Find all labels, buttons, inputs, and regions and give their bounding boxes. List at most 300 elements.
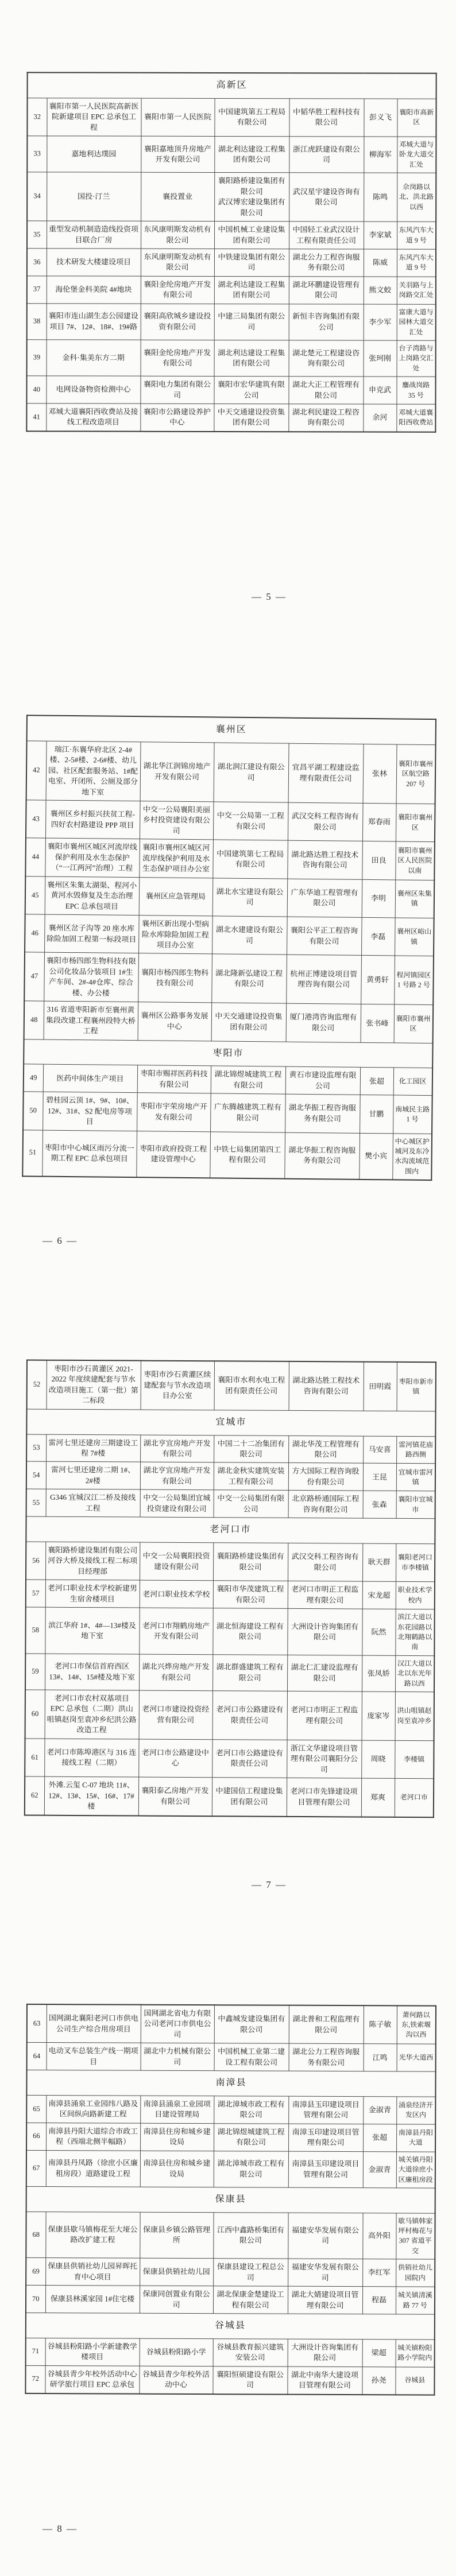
cell-owner: 中交一公局襄阳投资建设有限公司: [140, 1542, 213, 1581]
cell-supervisor: 湖北普和工程监理有限公司: [289, 2005, 364, 2044]
cell-project: 老河口市农村双基项目 EPC 总承包（二期）洪山咀镇赵岗至袁冲乡纪洪公路改造工程: [45, 1690, 139, 1739]
table-row: [24, 1064, 432, 1096]
cell-builder: 老河口市公路建设有限责任公司: [212, 1739, 287, 1778]
table-row: [26, 2286, 435, 2315]
cell-supervisor: 武汉星宇建设咨询有限公司: [289, 173, 364, 222]
cell-owner: 襄阳高欣城乡建设投资有限公司: [141, 304, 214, 340]
cell-no: 35: [27, 221, 47, 249]
table-row: [25, 1739, 434, 1779]
cell-project: 南漳县丹阳大道综合市政工程（西端北侧半幅路）: [46, 2123, 140, 2151]
cell-owner: 襄阳市襄州区城区河流岸线保护利用及水生态保护项目办公室: [139, 839, 213, 878]
cell-owner: 谷城县青少年校外活动中心: [139, 2366, 212, 2394]
cell-contact: 金淑青: [363, 2151, 396, 2187]
cell-no: 45: [25, 876, 45, 914]
cell-contact: 张超: [360, 1068, 393, 1095]
cell-owner: 枣阳市沙石黄灌区续建配套与节水改造项目办公室: [141, 1361, 214, 1410]
cell-owner: 国网湖北省电力有限公司老河口市供电公司: [141, 2005, 214, 2043]
cell-supervisor: 福建安华发展有限公司: [288, 2213, 362, 2259]
cell-project: 嘉地利达璞园: [47, 136, 141, 173]
table-row: [26, 1542, 435, 1582]
cell-contact: 李磊: [361, 917, 395, 956]
cell-location: 涌泉经济开发区内: [396, 2097, 435, 2124]
cell-owner: 湖北亨宜房地产开发有限公司: [140, 1462, 214, 1490]
table-row: [25, 1607, 434, 1655]
cell-supervisor: 中国轻工业武汉设计工程有限责任公司: [289, 222, 364, 249]
cell-no: 60: [25, 1690, 45, 1739]
cell-builder: 湖北保康金楚建设工程有限公司: [213, 2286, 288, 2314]
region-section-header: 南漳县: [26, 2070, 435, 2097]
cell-supervisor: 湖北华茂工程管理有限公司: [288, 1436, 363, 1464]
cell-contact: 程磊: [362, 2287, 396, 2314]
cell-owner: 襄州区公路事务发展中心: [138, 1002, 212, 1041]
cell-builder: 中国机械工业第二建设工程有限公司: [214, 2043, 289, 2071]
cell-no: 57: [26, 1580, 45, 1607]
cell-location: 李楼镇: [395, 1740, 434, 1779]
cell-supervisor: 武汉交科工程咨询有限公司: [288, 1543, 362, 1581]
cell-supervisor: 襄阳公平正工程咨询有限公司: [287, 917, 362, 956]
table-row: [26, 2258, 435, 2287]
region-section-header: 老河口市: [26, 1516, 435, 1543]
region-section-row: [27, 715, 436, 744]
cell-no: 38: [27, 304, 47, 340]
cell-builder: 中交一公局集团有限公司: [214, 1490, 288, 1518]
cell-supervisor: 南漳县玉印建设项目管理有限公司: [288, 2151, 363, 2188]
cell-location: 东风汽车大道 9 号: [397, 249, 436, 277]
table-row: [27, 2043, 436, 2072]
cell-contact: 陈子敏: [364, 2005, 397, 2044]
cell-owner: 襄阳金纶房地产开发有限公司: [141, 276, 214, 304]
cell-builder: 湖北恒海建设工程有限公司: [212, 1608, 287, 1655]
cell-supervisor: 方大国际工程咨询股份有限公司: [288, 1463, 363, 1491]
cell-supervisor: 老河口市明正工程监理有限公司: [287, 1691, 362, 1740]
cell-location: 汉江大道以北以东光年路以西: [395, 1655, 434, 1692]
table-body: [25, 1360, 436, 1817]
cell-owner: 老河口市翔鹤房地产开发有限公司: [139, 1608, 212, 1654]
cell-supervisor: 福建安华发展有限公司: [288, 2259, 362, 2286]
table-row: [26, 404, 435, 432]
region-section-row: [24, 1039, 432, 1068]
projects-table-page-5: [26, 72, 436, 432]
table-row: [26, 1434, 435, 1464]
cell-project: 电网设备物资检测中心: [46, 376, 140, 404]
table-body: [25, 2004, 436, 2395]
cell-no: 50: [23, 1092, 43, 1130]
table-row: [26, 740, 436, 804]
cell-builder: 湖北漳城市政工程有限公司: [214, 2096, 288, 2124]
cell-owner: 襄阳泰乙房地产开发有限公司: [138, 1777, 212, 1816]
cell-owner: 南漳县住房和城乡建设局: [140, 2151, 214, 2187]
cell-owner: 襄阳金纶房地产开发有限公司: [141, 340, 214, 376]
cell-location: 歇马镇韩家坪村梅花与 307 省道平交: [396, 2213, 435, 2260]
cell-no: 52: [27, 1360, 47, 1409]
cell-supervisor: 浙江文华建设项目管理有限公司襄阳分公司: [287, 1740, 361, 1778]
table-row: [25, 876, 435, 918]
table-row: [25, 2365, 434, 2395]
cell-no: 32: [27, 98, 47, 135]
cell-supervisor: 浙江虎跃建设有限公司: [289, 137, 364, 173]
cell-project: G346 宜城汉江二桥及接线工程: [46, 1489, 140, 1518]
cell-no: 66: [26, 2123, 46, 2150]
cell-no: 68: [26, 2212, 45, 2258]
cell-builder: 襄阳市宏华建筑有限公司: [214, 377, 288, 404]
cell-supervisor: 湖北大正工程管理有限公司: [288, 377, 363, 404]
cell-project: 保康县林溪家园 1#住宅楼: [45, 2286, 140, 2314]
table-row: [26, 2095, 435, 2124]
cell-builder: 中建国信工程建设集团有限公司: [212, 1778, 287, 1817]
table-row: [27, 304, 436, 341]
cell-owner: 襄投置业: [141, 172, 214, 221]
table-row: [25, 838, 435, 880]
cell-supervisor: 大洲设计咨询集团有限公司: [287, 1609, 362, 1655]
cell-project: 金科·集美东方二期: [47, 340, 141, 377]
region-section-header: 宜城市: [26, 1409, 435, 1436]
region-section-row: [26, 1409, 435, 1436]
cell-owner: 湖北华江润锦房地产开发有限公司: [140, 742, 214, 801]
cell-project: 老河口市保信首府西区 13#、14#、15#楼及地下室: [45, 1654, 139, 1690]
cell-builder: 湖北锦煜城建筑工程有限公司: [214, 2124, 288, 2151]
cell-project: 襄阳路桥建设集团有限公司河谷大桥及接线工程二标项目经理部: [45, 1542, 140, 1580]
table-row: [26, 2338, 435, 2367]
cell-builder: 中国机械工业建设集团有限公司: [214, 221, 289, 249]
cell-builder: 中建三局集团有限公司: [214, 304, 289, 340]
cell-project: 襄州区岔子沟等 20 座水库除险加固工程第一标段项目: [44, 914, 139, 953]
cell-contact: 黄勇轩: [361, 956, 395, 1004]
cell-location: 襄阳市襄州区: [394, 1004, 434, 1043]
cell-supervisor: 厦门港湾咨询监理有限公司: [286, 1003, 361, 1042]
cell-location: 城关镇丹阳大道徐庶小区廉租房段: [396, 2152, 435, 2188]
cell-owner: 襄阳市第一人民医院: [141, 98, 214, 137]
region-section-row: [26, 2186, 435, 2213]
cell-project: 海伦堡金科美院 4#地块: [47, 276, 141, 304]
table-row: [27, 249, 436, 277]
cell-supervisor: 南漳县玉印建设项目管理有限公司: [288, 2096, 363, 2124]
cell-builder: 湖北利达建设工程集团有限公司: [214, 276, 289, 304]
cell-no: 67: [26, 2150, 46, 2186]
cell-project: 国网湖北襄阳老河口市供电公司生产综合用房项目: [47, 2004, 141, 2043]
cell-location: 老河口市: [395, 1779, 434, 1817]
cell-builder: 湖北金秋实建筑安装工程有限公司: [214, 1462, 288, 1491]
cell-no: 42: [26, 740, 47, 800]
page-5: [0, 0, 456, 644]
cell-no: 61: [25, 1739, 44, 1777]
cell-contact: 柳海军: [364, 137, 397, 173]
cell-contact: 郑爽: [361, 1778, 395, 1817]
region-section-header: 保康县: [26, 2186, 435, 2213]
cell-project: 南漳县丹凤路（徐庶小区廉租房段）道路建设工程: [46, 2150, 140, 2187]
cell-owner: 中交一公局襄阳美丽乡村投资建设有限公司: [140, 801, 214, 840]
cell-no: 43: [26, 800, 46, 839]
cell-location: 东风汽车大道 9 号: [397, 222, 436, 249]
cell-contact: 李少军: [364, 304, 397, 340]
cell-no: 58: [25, 1607, 45, 1654]
cell-project: 襄州区朱集太湖渠、程河小黄河水毁修复及生态治理 EPC 总承包项目: [45, 876, 140, 915]
region-section-header: 谷城县: [26, 2313, 435, 2339]
cell-supervisor: 湖北楚元工程建设咨询有限公司: [289, 340, 364, 377]
cell-location: 襄阳市襄州区航空路 207 号: [396, 744, 436, 804]
table-body: [26, 72, 436, 432]
region-section-row: [26, 2070, 435, 2097]
cell-location: 宜城市雷河镇: [396, 1464, 435, 1491]
cell-project: 襄阳市连山湖生态公园建设项目 7#、12#、18#、19#路: [47, 304, 141, 340]
cell-contact: 宋龙超: [362, 1581, 396, 1609]
cell-no: 65: [26, 2095, 46, 2123]
cell-owner: 东风康明斯发动机有限公司: [141, 249, 214, 276]
cell-location: 襄阳市襄州区: [396, 804, 435, 842]
cell-owner: 老河口职业技术学校: [140, 1580, 213, 1608]
table-row: [23, 1092, 432, 1134]
table-row: [27, 1360, 436, 1411]
cell-contact: 张珂刚: [364, 340, 397, 377]
cell-project: 保康县供销社幼儿园昇晖托育中心项目: [45, 2258, 140, 2286]
cell-supervisor: 南漳玉印建设项目管理有限公司: [288, 2124, 363, 2151]
cell-owner: 东风康明斯发动机有限公司: [141, 221, 214, 249]
cell-builder: 谷城县教育振兴建筑安装公司: [213, 2338, 288, 2366]
table-row: [22, 1130, 432, 1180]
cell-contact: 阮然: [362, 1609, 395, 1655]
table-row: [26, 1580, 435, 1609]
cell-project: 技术研发大楼建设项目: [47, 249, 141, 276]
cell-supervisor: 杭州正博建设项目管理咨询有限公司: [286, 955, 361, 1004]
cell-contact: 庞家岑: [362, 1692, 395, 1740]
cell-owner: 中交一公局集团宜城投资建设有限公司: [140, 1489, 214, 1518]
cell-builder: 襄阳恒硕建设有限公司: [212, 2366, 287, 2394]
cell-owner: 保康县供销社幼儿园: [140, 2258, 213, 2286]
cell-supervisor: 湖北路达胜工程技术咨询有限公司: [287, 840, 362, 879]
cell-owner: 襄阳市杨四郎生物科技有限公司: [138, 953, 212, 1003]
table-row: [26, 2150, 435, 2188]
cell-builder: 中铁七局集团第四工程有限公司: [210, 1131, 285, 1178]
cell-contact: 田明霞: [364, 1362, 397, 1411]
cell-builder: 中国建筑第五工程局有限公司: [214, 98, 289, 137]
cell-location: 台子湾路与上岗路交汇处: [397, 340, 436, 377]
cell-project: 襄阳市襄州区城区河流岸线保护利用及水生态保护（“一江两河”治理）工程: [45, 838, 140, 877]
cell-location: 滨江大道以东花园路以北翔鹤路以南: [395, 1609, 434, 1656]
cell-contact: 张书峰: [361, 1004, 395, 1043]
cell-no: 59: [25, 1654, 45, 1690]
cell-supervisor: 湖北利民建设工程咨询有限公司: [288, 404, 363, 432]
cell-project: 电动叉车总装生产线一期项目: [47, 2043, 141, 2071]
page-7: [0, 1288, 456, 1932]
cell-builder: 湖北水宝建设有限公司: [212, 878, 288, 917]
cell-builder: 湖北润江建设有限公司: [214, 743, 289, 803]
cell-builder: 湖北漳城市政工程有限公司: [214, 2151, 288, 2187]
cell-no: 34: [27, 172, 47, 221]
cell-project: 邓城大道襄阳西收费站及接线工程改造项目: [46, 404, 140, 432]
table-row: [25, 1654, 434, 1692]
cell-location: 富康大道与园林大道交汇处: [397, 304, 436, 340]
cell-project: 襄州区乡村振兴扶贫工程-四好农村路建设 PPP 项目: [45, 800, 140, 839]
cell-builder: 襄阳市水利水电工程团有限责任公司: [214, 1361, 289, 1410]
cell-owner: 襄州区应急管理局: [139, 877, 213, 916]
cell-no: 64: [27, 2043, 47, 2070]
cell-no: 54: [26, 1461, 46, 1489]
cell-builder: 湖北隆新弘建设工程有限公司: [211, 954, 287, 1003]
cell-location: 中心城区护城河及东冷水沟流域范围内: [392, 1133, 432, 1180]
cell-no: 70: [26, 2286, 45, 2313]
table-row: [24, 952, 434, 1005]
cell-no: 47: [24, 952, 44, 1001]
cell-builder: 中交一公局第一工程有限公司: [213, 802, 288, 841]
cell-supervisor: 湖北仁汇建设监理有限公司: [287, 1655, 362, 1692]
cell-builder: 广东腾越建筑工程有限公司: [210, 1093, 285, 1132]
cell-location: 鏖战岗路 35 号: [396, 377, 435, 404]
table-row: [25, 1690, 434, 1741]
cell-builder: 襄阳路桥建设集团有限公司 武汉博宏建设集团有限公司: [214, 173, 289, 222]
cell-owner: 南漳县住房和城乡建设局: [140, 2123, 214, 2151]
cell-project: 碧桂园云顶 1#、9#、10#、12#、31#、S2 配电房等项目: [42, 1092, 137, 1131]
cell-supervisor: 黄石市建设监理有限公司: [285, 1066, 360, 1095]
cell-project: 南漳县涌泉工业园纬八路及区间纵向路新建工程: [46, 2096, 140, 2124]
table-row: [26, 1489, 435, 1519]
table-row: [26, 1461, 435, 1491]
cell-contact: 樊小宾: [359, 1133, 393, 1180]
cell-contact: 高外阳: [362, 2213, 396, 2259]
cell-no: 62: [25, 1776, 44, 1815]
cell-contact: 金淑青: [363, 2097, 396, 2124]
cell-no: 46: [25, 914, 45, 953]
cell-contact: 江鸣: [364, 2044, 397, 2071]
cell-builder: 中天交通建设投资集团有限公司: [214, 404, 288, 432]
cell-location: 光华大道西: [397, 2044, 436, 2071]
cell-builder: 中天交通建设投资集团有限公司: [211, 1003, 287, 1042]
cell-supervisor: 老河口市先锋建设项目管理有限公司: [287, 1778, 361, 1817]
cell-project: 重型发动机制造造线投资项目联合厂房: [47, 221, 141, 249]
cell-no: 55: [26, 1489, 46, 1516]
cell-project: 瑞江·东襄华府北区 2-4#楼、2-5#楼、2-6#楼、幼儿园、社区配套服务站、1#配电室、开闭所、公厕及部分地下室: [46, 741, 141, 801]
projects-table-page-7: [24, 1360, 436, 1818]
table-row: [26, 2212, 435, 2259]
cell-location: 洪山咀镇赵岗至袁冲乡: [395, 1692, 434, 1740]
cell-location: 襄阳市宜城市: [396, 1491, 435, 1519]
cell-project: 襄阳市杨四郎生物科技有限公司化妆品分装项目 1#生产车间、2#-4#仓库、综合楼、办公楼: [44, 952, 138, 1002]
cell-owner: 枣阳市宇荣房地产开发有限公司: [137, 1093, 211, 1132]
cell-owner: 老河口市建设投资经营有限公司: [139, 1690, 212, 1739]
cell-owner: 枣阳市政府投资工程建设管理中心: [136, 1131, 210, 1178]
cell-contact: 甘鹏: [360, 1095, 393, 1134]
cell-no: 71: [26, 2338, 45, 2365]
table-row: [27, 276, 436, 304]
cell-no: 39: [27, 340, 47, 376]
table-row: [26, 2123, 435, 2152]
cell-location: 职业技术学校内: [396, 1582, 435, 1609]
cell-no: 63: [27, 2004, 47, 2043]
cell-supervisor: 武汉交科工程咨询有限公司: [288, 802, 363, 841]
cell-supervisor: 湖北中南华大建设项目管理有限公司: [287, 2366, 362, 2395]
cell-builder: 湖北水建建设有限公司: [212, 916, 287, 955]
table-row: [26, 800, 435, 842]
cell-project: 雷河七里还建房三期建设工程 7#楼: [46, 1434, 140, 1462]
cell-project: 枣阳市中心城区雨污分流一期工程 EPC 总承包项目: [42, 1130, 137, 1178]
cell-no: 72: [25, 2365, 45, 2393]
cell-supervisor: 中韬华胜工程科技有限公司: [289, 98, 364, 137]
cell-project: 谷城县粉阳路小学新建教学楼项目: [45, 2338, 140, 2366]
cell-location: 程河镇园区 1 号路 2 号: [394, 956, 434, 1004]
cell-builder: 襄阳市华茂建筑工程有限公司: [213, 1581, 288, 1609]
cell-contact: 张森: [363, 1491, 396, 1518]
cell-no: 51: [22, 1130, 42, 1176]
cell-location: 萧何路以东,铁索堰沟以西: [397, 2005, 436, 2044]
cell-builder: 中国二十二冶集团有限公司: [214, 1435, 288, 1463]
cell-location: 邓城大道襄阳西收费站: [396, 404, 435, 432]
cell-location: 关羽路与上岗路交汇处: [397, 277, 436, 304]
cell-no: 40: [26, 376, 46, 404]
cell-supervisor: 广东华迪工程管理有限公司: [287, 879, 362, 918]
cell-contact: 孙尧: [362, 2366, 395, 2395]
cell-supervisor: 湖北华振工程咨询服务有限公司: [285, 1094, 360, 1133]
cell-builder: 老河口市公路建设有限责任公司: [212, 1691, 287, 1740]
cell-contact: 耿天群: [362, 1543, 396, 1582]
cell-contact: 郑春雨: [362, 803, 396, 841]
cell-owner: 湖北兴烨房地产开发有限公司: [139, 1654, 212, 1691]
cell-supervisor: 新恒丰咨询集团有限公司: [289, 304, 364, 340]
cell-no: 44: [25, 838, 45, 876]
cell-contact: 余河: [363, 404, 396, 432]
cell-contact: 陈威: [364, 249, 397, 277]
cell-location: 佘岗路以北、洪北路以西: [397, 173, 436, 222]
cell-project: 老河口市陈埠港区与 316 连接线工程（二期）: [44, 1739, 138, 1777]
cell-no: 48: [24, 1001, 44, 1039]
table-row: [25, 1776, 434, 1817]
cell-location: 雷河镇花庙路西侧: [396, 1436, 435, 1464]
cell-project: 襄阳市第一人民医院高新医院新建项目 EPC 总承包工程: [47, 98, 141, 137]
cell-project: 国投·汀兰: [47, 172, 141, 221]
cell-contact: 李家斌: [364, 222, 397, 249]
cell-location: 邓城大道与卧龙大道交汇处: [397, 137, 436, 173]
cell-no: 49: [24, 1064, 43, 1092]
region-section-row: [26, 2313, 435, 2339]
region-section-row: [26, 1516, 435, 1543]
cell-builder: 襄阳路桥建设集团有限公司: [213, 1543, 288, 1581]
cell-no: 69: [26, 2258, 45, 2286]
cell-project: 谷城县青少年校外活动中心研学旅行项目 EPC 总承包: [45, 2365, 139, 2393]
cell-contact: 李红军: [362, 2259, 396, 2287]
cell-project: 医药中间体生产项目: [43, 1064, 137, 1092]
cell-contact: 张林: [363, 744, 397, 804]
cell-supervisor: 大洲设计咨询集团有限公司: [288, 2339, 362, 2366]
table-row: [27, 2004, 436, 2044]
table-body: [22, 715, 436, 1180]
cell-supervisor: 老河口市明正工程监理有限公司: [288, 1581, 362, 1609]
cell-builder: 湖北锦煜城建筑工程有限公司: [211, 1066, 285, 1094]
cell-contact: 陈鸣: [364, 173, 397, 222]
page-8: [0, 1932, 456, 2576]
cell-no: 56: [26, 1542, 45, 1580]
cell-builder: 江西中鑫路桥集团有限公司: [213, 2212, 288, 2259]
cell-project: 雷河七里还建房二期 1#、2#楼: [46, 1462, 140, 1490]
region-section-header: 襄州区: [27, 715, 436, 744]
cell-location: 城关镇清溪路 77 号: [396, 2287, 435, 2314]
page-number: — 5 —: [252, 591, 287, 602]
cell-owner: 湖北亨宜房地产开发有限公司: [140, 1435, 214, 1463]
region-section-row: [28, 72, 436, 99]
cell-builder: 湖北群盛建筑工程有限公司: [212, 1655, 287, 1692]
cell-contact: 张凤娇: [362, 1655, 395, 1692]
cell-no: 37: [27, 276, 47, 304]
cell-owner: 老河口市公路建设中心: [138, 1739, 212, 1778]
cell-contact: 王昆: [363, 1464, 396, 1491]
cell-builder: 中铁建设集团有限公司: [214, 249, 289, 276]
cell-contact: 熊文蛟: [364, 277, 397, 304]
cell-supervisor: 湖北公力工程咨询服务有限公司: [289, 2044, 364, 2071]
cell-contact: 彭义飞: [364, 99, 397, 137]
table-row: [27, 221, 436, 249]
cell-owner: 枣阳市赐祥医药科技有限公司: [137, 1065, 211, 1093]
page-number: — 6 —: [42, 1235, 78, 1246]
cell-contact: 周晓: [361, 1740, 395, 1779]
table-row: [24, 1001, 434, 1043]
cell-location: 城关镇粉阳路小学院内: [396, 2340, 435, 2367]
cell-supervisor: 湖北环鹏建设管理有限公司: [289, 277, 364, 304]
